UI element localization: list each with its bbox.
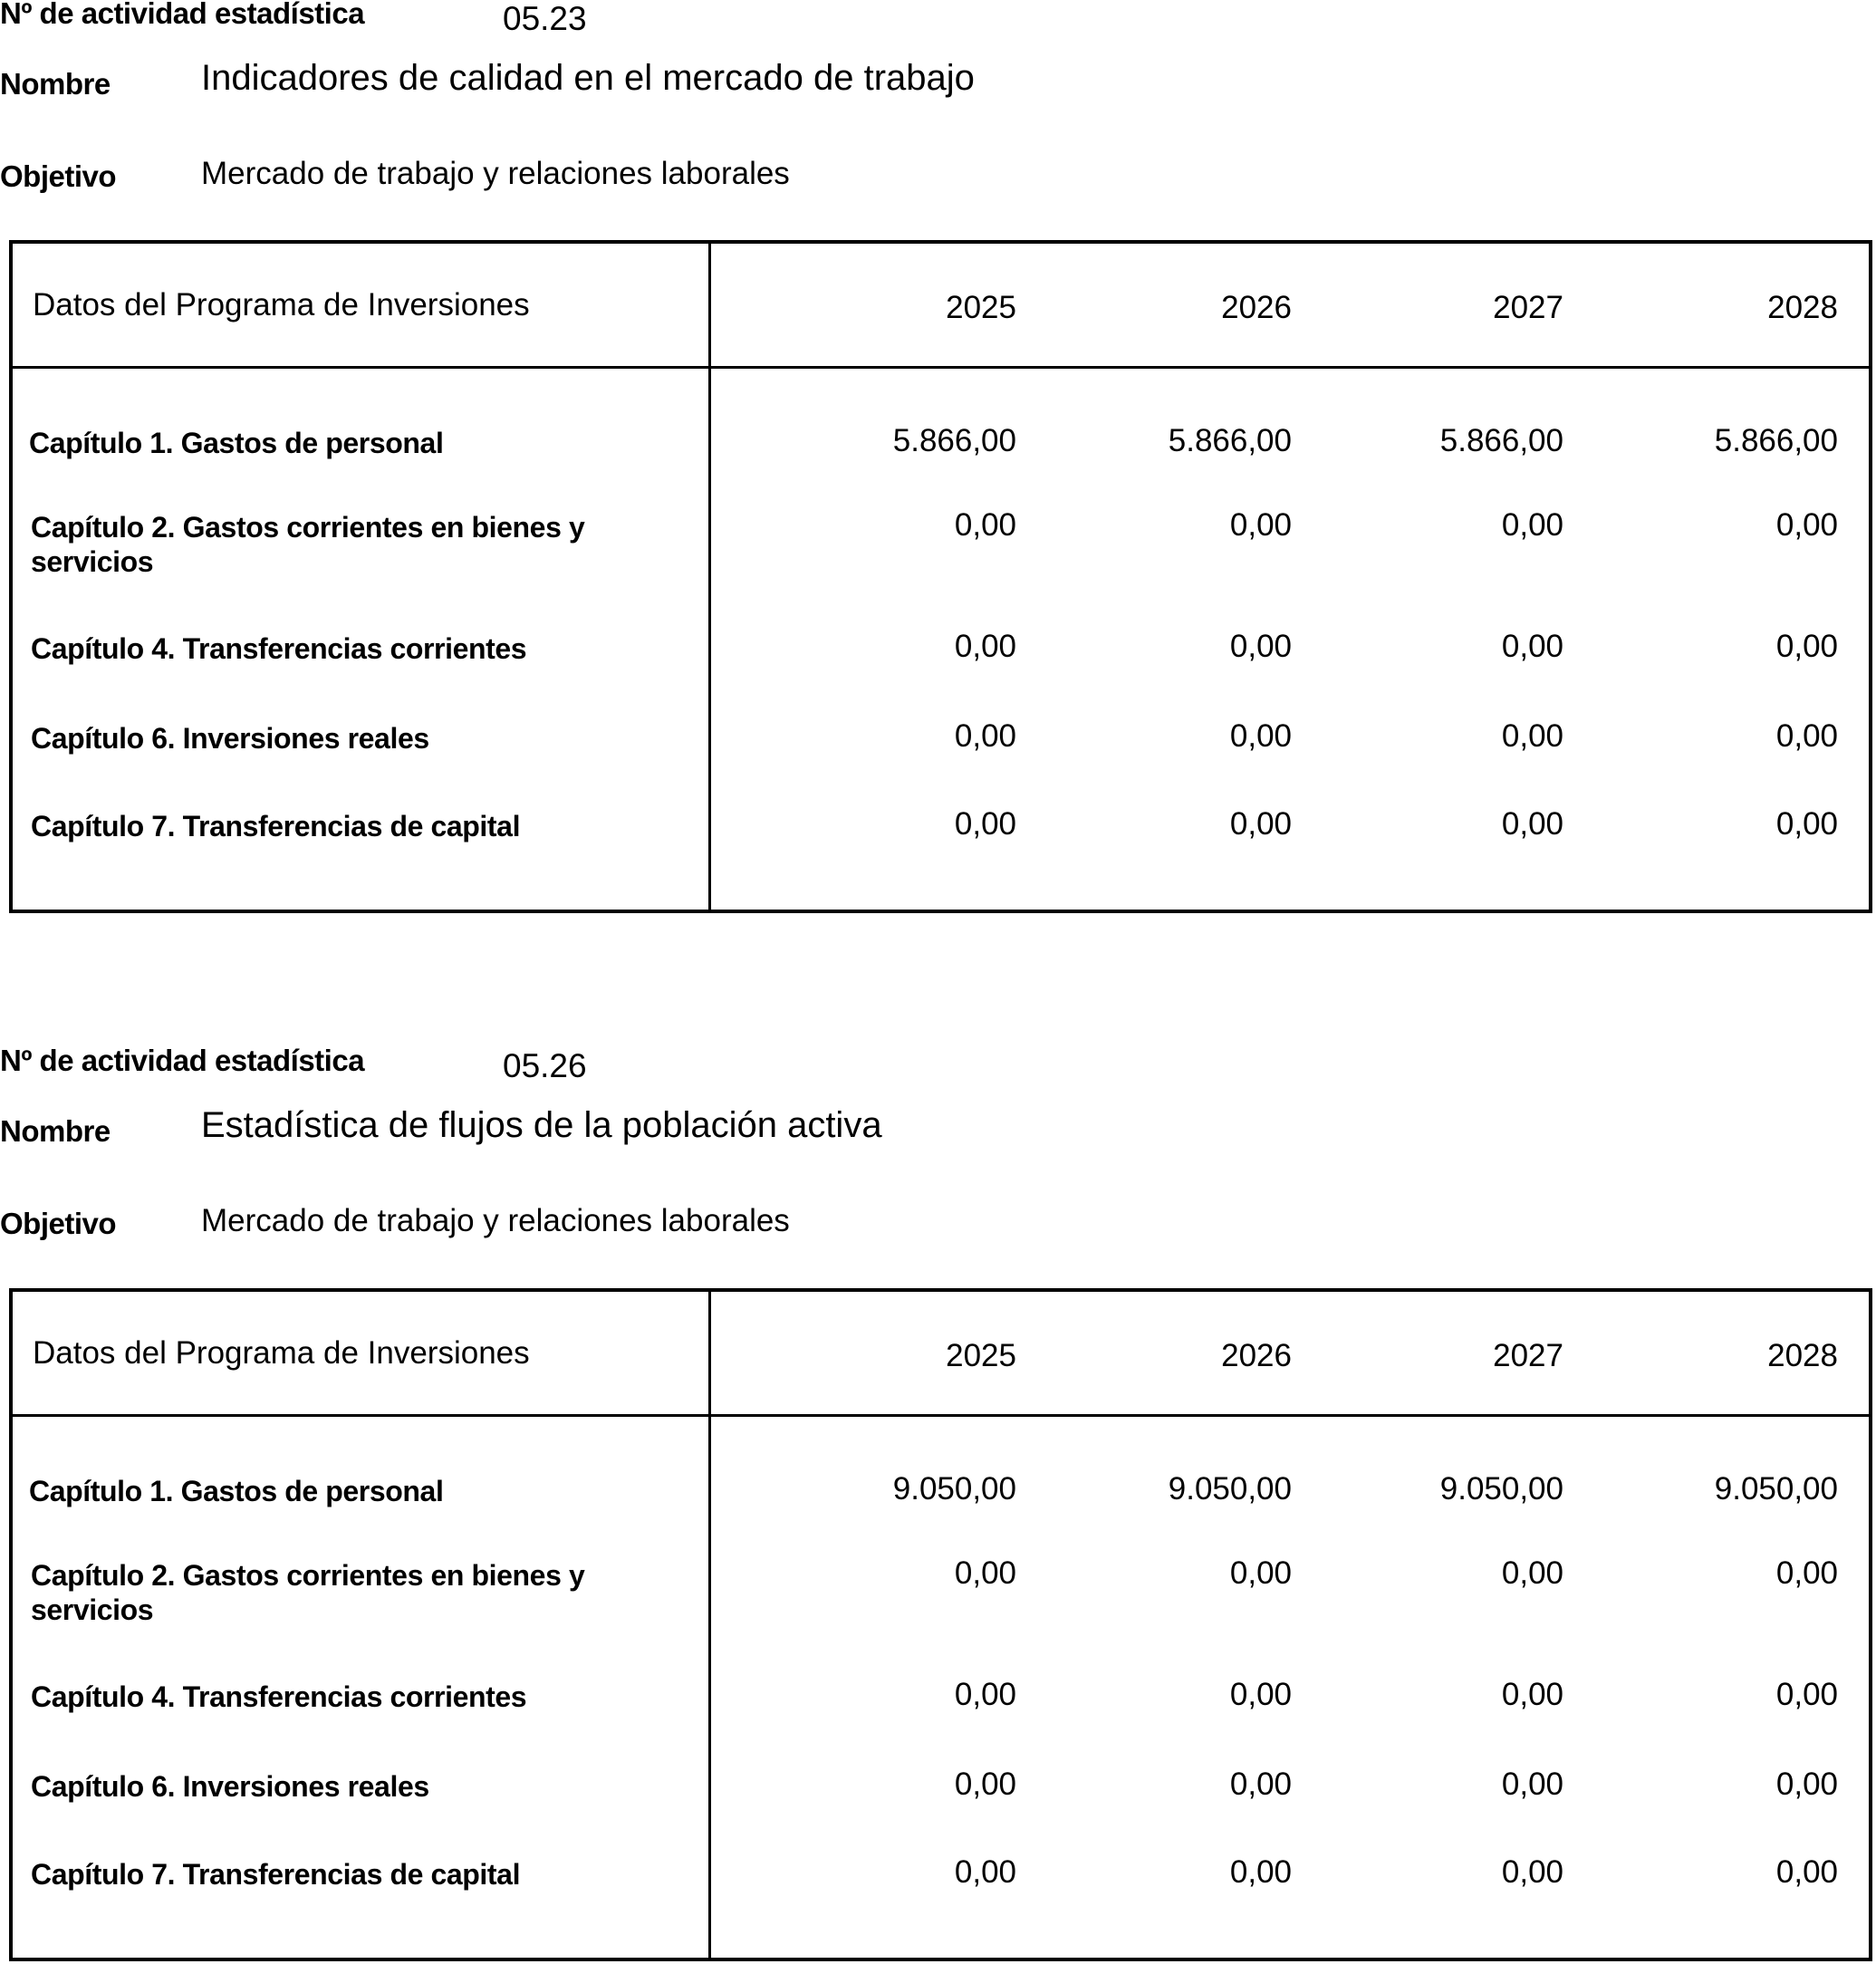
- table-cell: 0,00: [1501, 718, 1563, 754]
- table-row-label: Capítulo 7. Transferencias de capital: [31, 1858, 521, 1891]
- table-cell: 0,00: [1775, 1555, 1838, 1591]
- table-cell: 9.050,00: [1439, 1471, 1563, 1507]
- name-value: Estadística de flujos de la población activa: [201, 1105, 882, 1145]
- table-cell: 0,00: [1501, 806, 1563, 842]
- table-cell: 0,00: [1775, 629, 1838, 664]
- table-cell: 0,00: [1229, 806, 1292, 842]
- objective-value: Mercado de trabajo y relaciones laborales: [201, 156, 790, 191]
- table-header-label: Datos del Programa de Inversiones: [33, 1335, 530, 1371]
- table-cell: 9.050,00: [1714, 1471, 1838, 1507]
- table-row-label: Capítulo 6. Inversiones reales: [31, 722, 429, 755]
- column-divider: [708, 1292, 711, 1958]
- year-header: 2025: [946, 1338, 1016, 1373]
- investment-table: [9, 240, 1872, 913]
- table-cell: 0,00: [1229, 1767, 1292, 1802]
- objective-value: Mercado de trabajo y relaciones laborales: [201, 1203, 790, 1238]
- table-cell: 0,00: [1775, 507, 1838, 543]
- table-row-label: Capítulo 4. Transferencias corrientes: [31, 1680, 527, 1713]
- table-row-label: Capítulo 2. Gastos corrientes en bienes y servicios: [31, 1559, 585, 1626]
- table-row-label: Capítulo 1. Gastos de personal: [29, 1475, 444, 1507]
- table-cell: 9.050,00: [892, 1471, 1016, 1507]
- table-cell: 0,00: [1229, 1854, 1292, 1890]
- header-divider: [13, 1414, 1869, 1417]
- table-cell: 5.866,00: [1439, 423, 1563, 458]
- header-divider: [13, 366, 1869, 369]
- table-cell: 0,00: [1229, 718, 1292, 754]
- table-cell: 0,00: [954, 629, 1016, 664]
- table-header-label: Datos del Programa de Inversiones: [33, 287, 530, 323]
- table-cell: 5.866,00: [1714, 423, 1838, 458]
- table-cell: 0,00: [1501, 1555, 1563, 1591]
- table-cell: 0,00: [954, 1677, 1016, 1712]
- objective-label: Objetivo: [0, 1207, 117, 1240]
- year-header: 2028: [1767, 1338, 1838, 1373]
- investment-table: [9, 1288, 1872, 1961]
- table-cell: 0,00: [954, 806, 1016, 842]
- name-label: Nombre: [0, 67, 111, 101]
- table-cell: 0,00: [954, 1854, 1016, 1890]
- table-cell: 0,00: [1229, 507, 1292, 543]
- table-cell: 0,00: [954, 1555, 1016, 1591]
- table-cell: 0,00: [1229, 1555, 1292, 1591]
- table-row-label: Capítulo 6. Inversiones reales: [31, 1770, 429, 1803]
- table-cell: 0,00: [1775, 1767, 1838, 1802]
- activity-number-value: 05.26: [503, 1047, 587, 1084]
- table-cell: 0,00: [1775, 718, 1838, 754]
- year-header: 2027: [1493, 290, 1563, 325]
- activity-number-label: Nº de actividad estadística: [0, 0, 365, 30]
- table-cell: 0,00: [1775, 1677, 1838, 1712]
- year-header: 2028: [1767, 290, 1838, 325]
- column-divider: [708, 244, 711, 910]
- year-header: 2026: [1221, 1338, 1292, 1373]
- activity-number-value: 05.23: [503, 0, 587, 37]
- table-cell: 0,00: [1775, 806, 1838, 842]
- table-cell: 5.866,00: [892, 423, 1016, 458]
- table-cell: 0,00: [1775, 1854, 1838, 1890]
- table-cell: 0,00: [1501, 1767, 1563, 1802]
- objective-label: Objetivo: [0, 159, 117, 193]
- table-cell: 0,00: [954, 507, 1016, 543]
- year-header: 2025: [946, 290, 1016, 325]
- table-row-label: Capítulo 2. Gastos corrientes en bienes y servicios: [31, 511, 585, 578]
- year-header: 2026: [1221, 290, 1292, 325]
- table-cell: 0,00: [1501, 507, 1563, 543]
- table-cell: 0,00: [1501, 1854, 1563, 1890]
- table-cell: 0,00: [1229, 629, 1292, 664]
- table-cell: 0,00: [1501, 629, 1563, 664]
- year-header: 2027: [1493, 1338, 1563, 1373]
- table-row-label: Capítulo 4. Transferencias corrientes: [31, 632, 527, 665]
- name-label: Nombre: [0, 1114, 111, 1148]
- table-cell: 9.050,00: [1168, 1471, 1292, 1507]
- activity-number-label: Nº de actividad estadística: [0, 1044, 365, 1077]
- table-cell: 5.866,00: [1168, 423, 1292, 458]
- table-row-label: Capítulo 1. Gastos de personal: [29, 427, 444, 459]
- table-cell: 0,00: [1501, 1677, 1563, 1712]
- table-cell: 0,00: [954, 718, 1016, 754]
- table-cell: 0,00: [1229, 1677, 1292, 1712]
- table-cell: 0,00: [954, 1767, 1016, 1802]
- name-value: Indicadores de calidad en el mercado de trabajo: [201, 58, 975, 98]
- table-row-label: Capítulo 7. Transferencias de capital: [31, 810, 521, 842]
